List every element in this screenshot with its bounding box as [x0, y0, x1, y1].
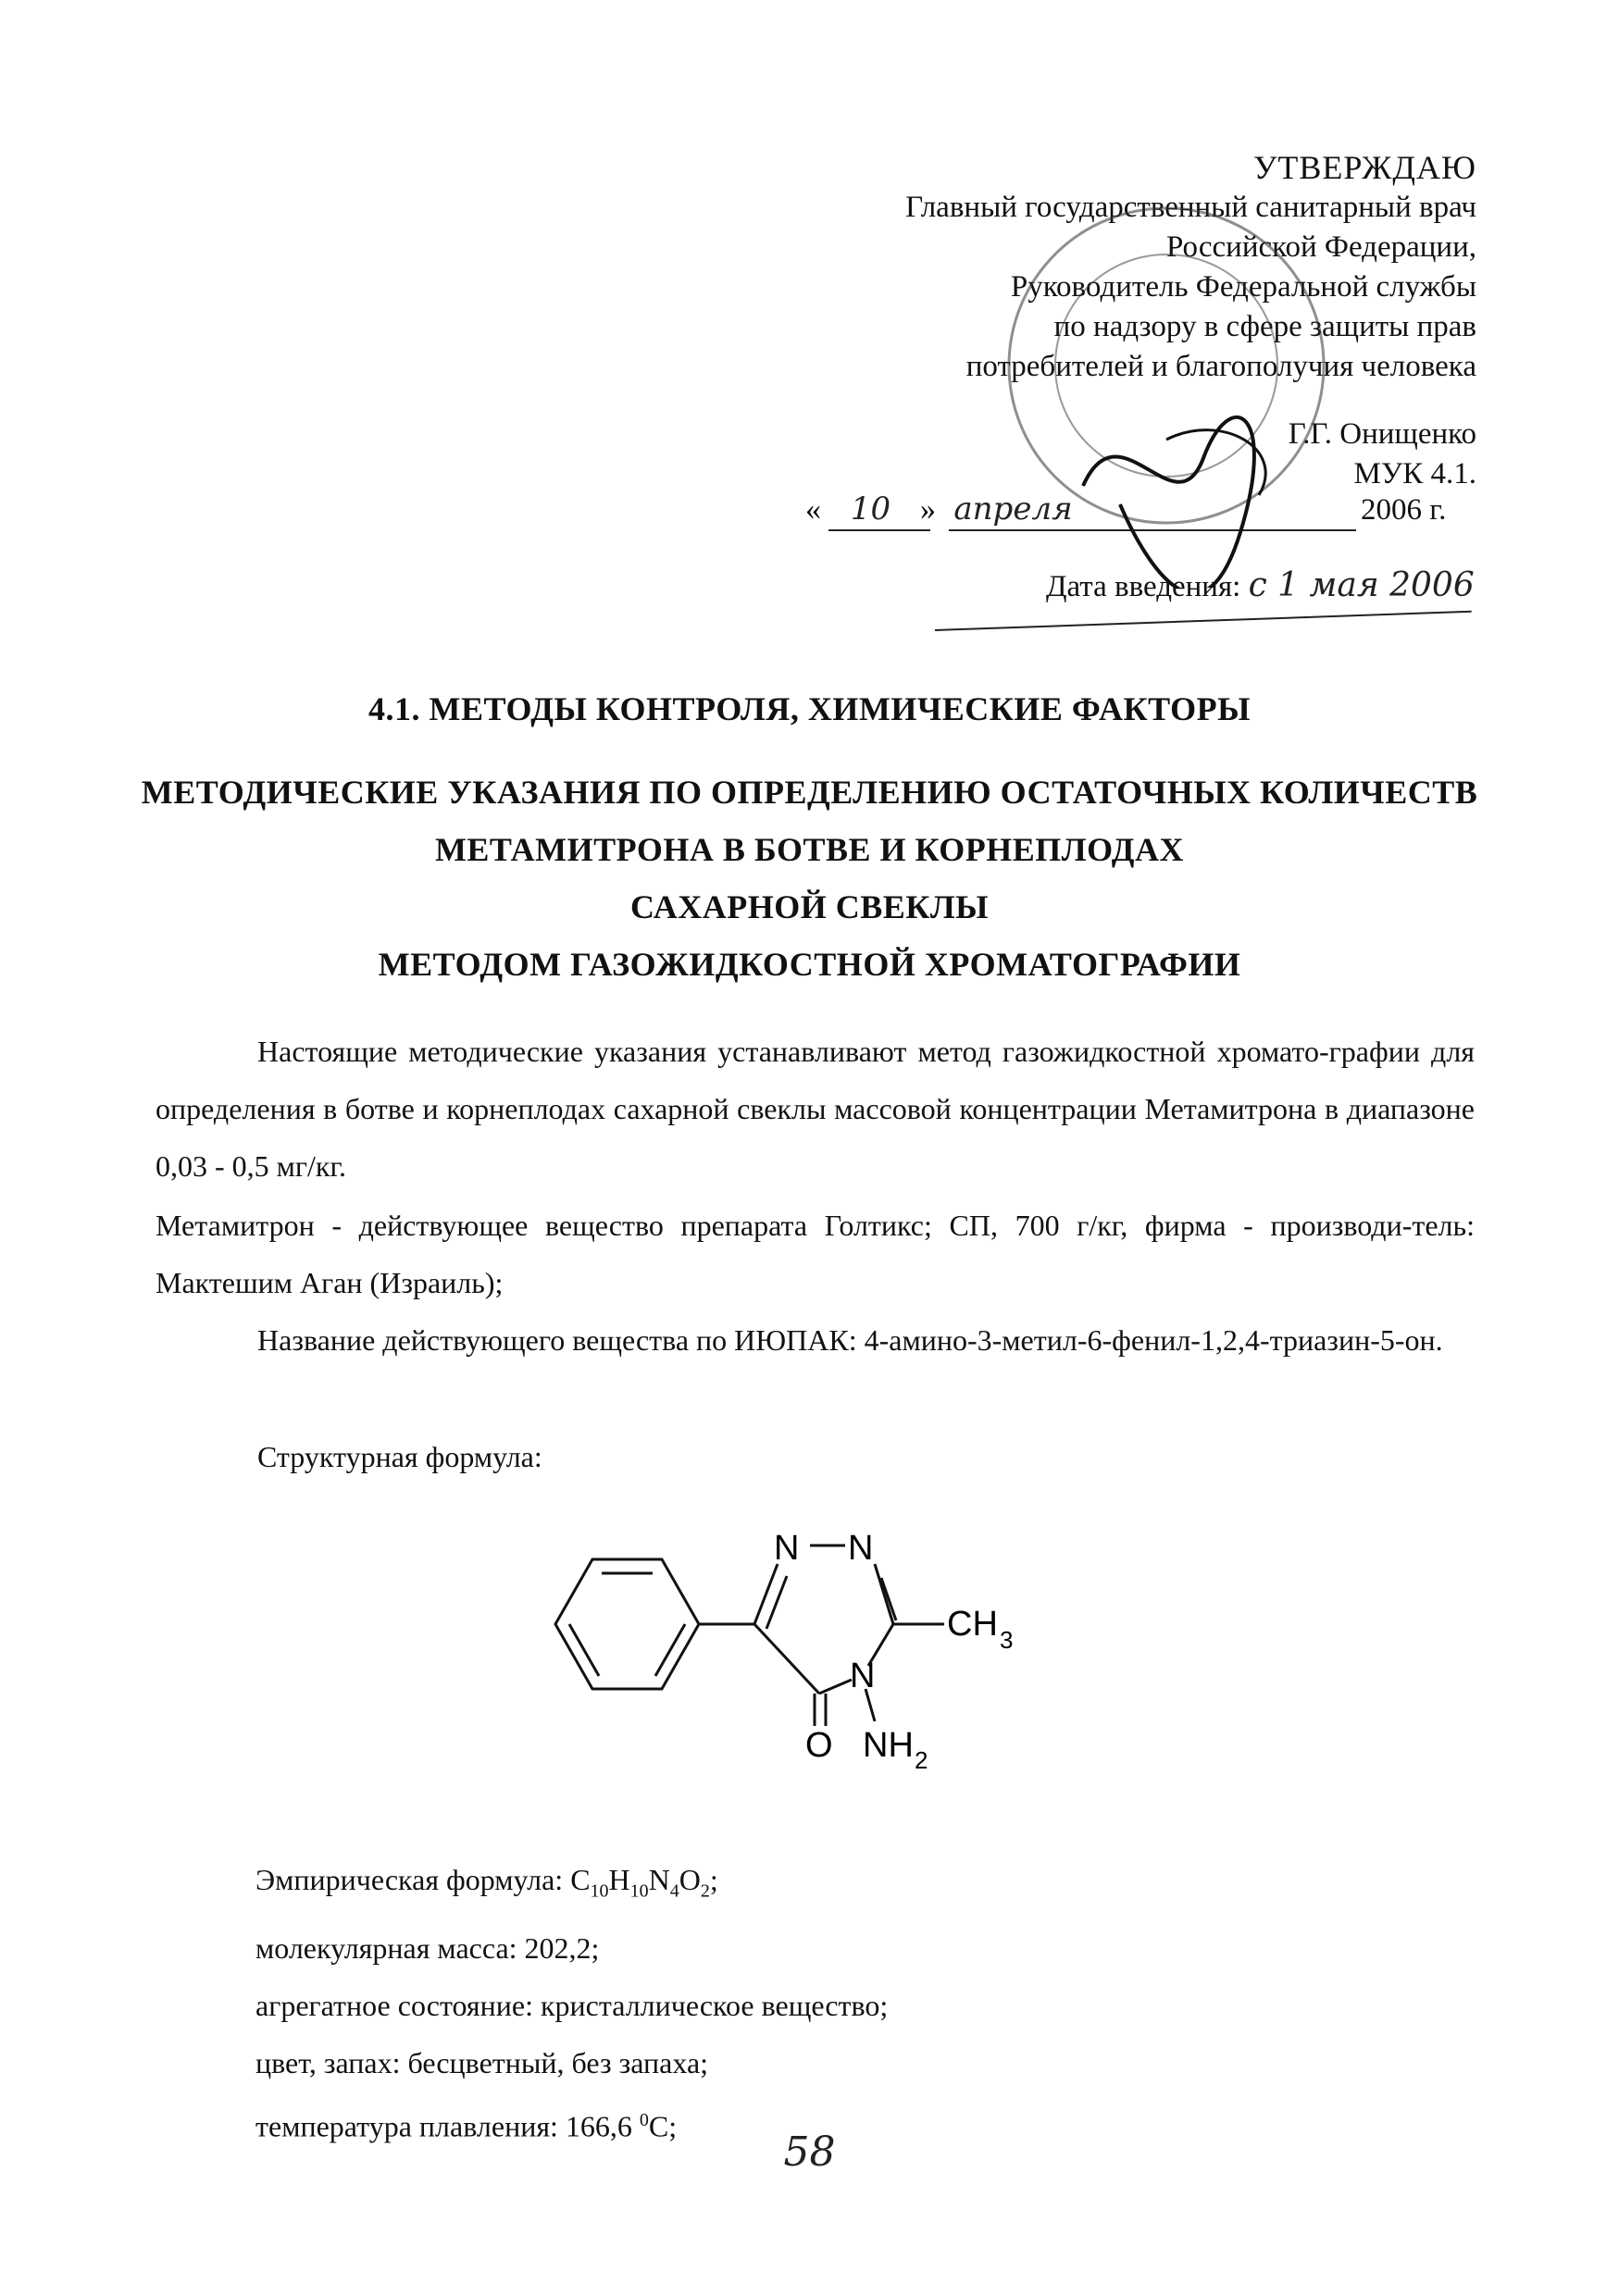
- methyl-subscript: 3: [1000, 1626, 1014, 1654]
- approval-line-2: Российской Федерации,: [1166, 230, 1476, 264]
- amino-group: NH: [863, 1726, 914, 1765]
- amino-subscript: 2: [915, 1746, 928, 1772]
- approval-line-4: по надзору в сфере защиты прав: [1053, 310, 1476, 343]
- paragraph-intro: Настоящие методические указания устанавливают метод газожидкостной хромато-графии для определения в ботве и корнеплодах сахарной свеклы массовой концентрации Метамитрона в диапазоне 0,03 - 0,5 мг/кг.: [156, 1035, 1475, 1183]
- color-odor: цвет, запах: бесцветный, без запаха;: [255, 2046, 709, 2080]
- paragraph-substance: Метамитрон - действующее вещество препарата Голтикс; СП, 700 г/кг, фирма - производи-тель: Мактешим Аган (Израиль);: [156, 1209, 1475, 1299]
- signature-scribble: [1083, 417, 1254, 588]
- date-quote-close: »: [920, 492, 936, 527]
- title-line-3: САХАРНОЙ СВЕКЛЫ: [630, 888, 989, 925]
- formula-c: C: [570, 1863, 591, 1896]
- date-day-underline: [828, 529, 930, 531]
- empirical-formula: [255, 1851, 888, 1919]
- methyl-group: CH: [947, 1605, 998, 1644]
- formula-o: O: [679, 1863, 701, 1896]
- molecular-mass: молекулярная масса: 202,2;: [255, 1931, 600, 1966]
- intro-date-value: с 1 мая 2006: [1248, 566, 1475, 604]
- formula-end: ;: [709, 1863, 718, 1896]
- melting-unit: С;: [648, 2110, 678, 2144]
- atom-n1: N: [774, 1529, 800, 1568]
- aggregate-state: агрегатное состояние: кристаллическое вещество;: [255, 1989, 889, 2023]
- formula-label: Структурная формула:: [257, 1440, 542, 1473]
- atom-oxygen: O: [805, 1726, 833, 1765]
- intro-date-label: Дата введения:: [1046, 570, 1241, 603]
- properties-list: [255, 1851, 888, 2155]
- date-year: 2006 г.: [1361, 493, 1447, 527]
- empirical-label: Эмпирическая формула:: [255, 1863, 571, 1896]
- approval-signer: Г.Г. Онищенко: [1288, 417, 1476, 451]
- formula-h-count: 10: [629, 1880, 649, 1902]
- date-month: апреля: [953, 490, 1073, 527]
- paragraph-iupac: Название действующего вещества по ИЮПАК: 4-амино-3-метил-6-фенил-1,2,4-триазин-5-он.: [257, 1323, 1443, 1357]
- melting-label: температура плавления: 166,6: [255, 2110, 640, 2144]
- document-title: [0, 763, 1619, 993]
- title-line-1: МЕТОДИЧЕСКИЕ УКАЗАНИЯ ПО ОПРЕДЕЛЕНИЮ ОСТАТОЧНЫХ КОЛИЧЕСТВ: [141, 774, 1478, 811]
- formula-o-count: 2: [700, 1880, 710, 1902]
- title-line-4: МЕТОДОМ ГАЗОЖИДКОСТНОЙ ХРОМАТОГРАФИИ: [378, 946, 1241, 983]
- approval-line-1: Главный государственный санитарный врач: [905, 191, 1476, 224]
- page-number: 58: [783, 2128, 836, 2176]
- atom-n4: N: [850, 1657, 876, 1695]
- approval-line-3: Руководитель Федеральной службы: [1010, 270, 1476, 304]
- document-code: МУК 4.1.: [1353, 457, 1476, 490]
- formula-n-count: 4: [669, 1880, 679, 1902]
- approval-title: УТВЕРЖДАЮ: [1252, 149, 1476, 186]
- date-quote-open: «: [805, 492, 821, 527]
- degree-mark: 0: [639, 2110, 649, 2131]
- formula-n: N: [648, 1863, 670, 1896]
- date-day: 10: [850, 490, 891, 527]
- formula-c-count: 10: [590, 1880, 609, 1902]
- stamp-seal: [981, 180, 1389, 588]
- intro-date-underline: [935, 611, 1472, 631]
- approval-line-5: потребителей и благополучия человека: [965, 350, 1476, 383]
- atom-n2: N: [848, 1529, 874, 1568]
- structural-formula: [500, 1495, 1074, 1772]
- section-heading: 4.1. МЕТОДЫ КОНТРОЛЯ, ХИМИЧЕСКИЕ ФАКТОРЫ: [367, 690, 1252, 727]
- title-line-2: МЕТАМИТРОНА В БОТВЕ И КОРНЕПЛОДАХ: [434, 831, 1185, 868]
- formula-h: H: [608, 1863, 630, 1896]
- benzene-ring: [555, 1559, 699, 1689]
